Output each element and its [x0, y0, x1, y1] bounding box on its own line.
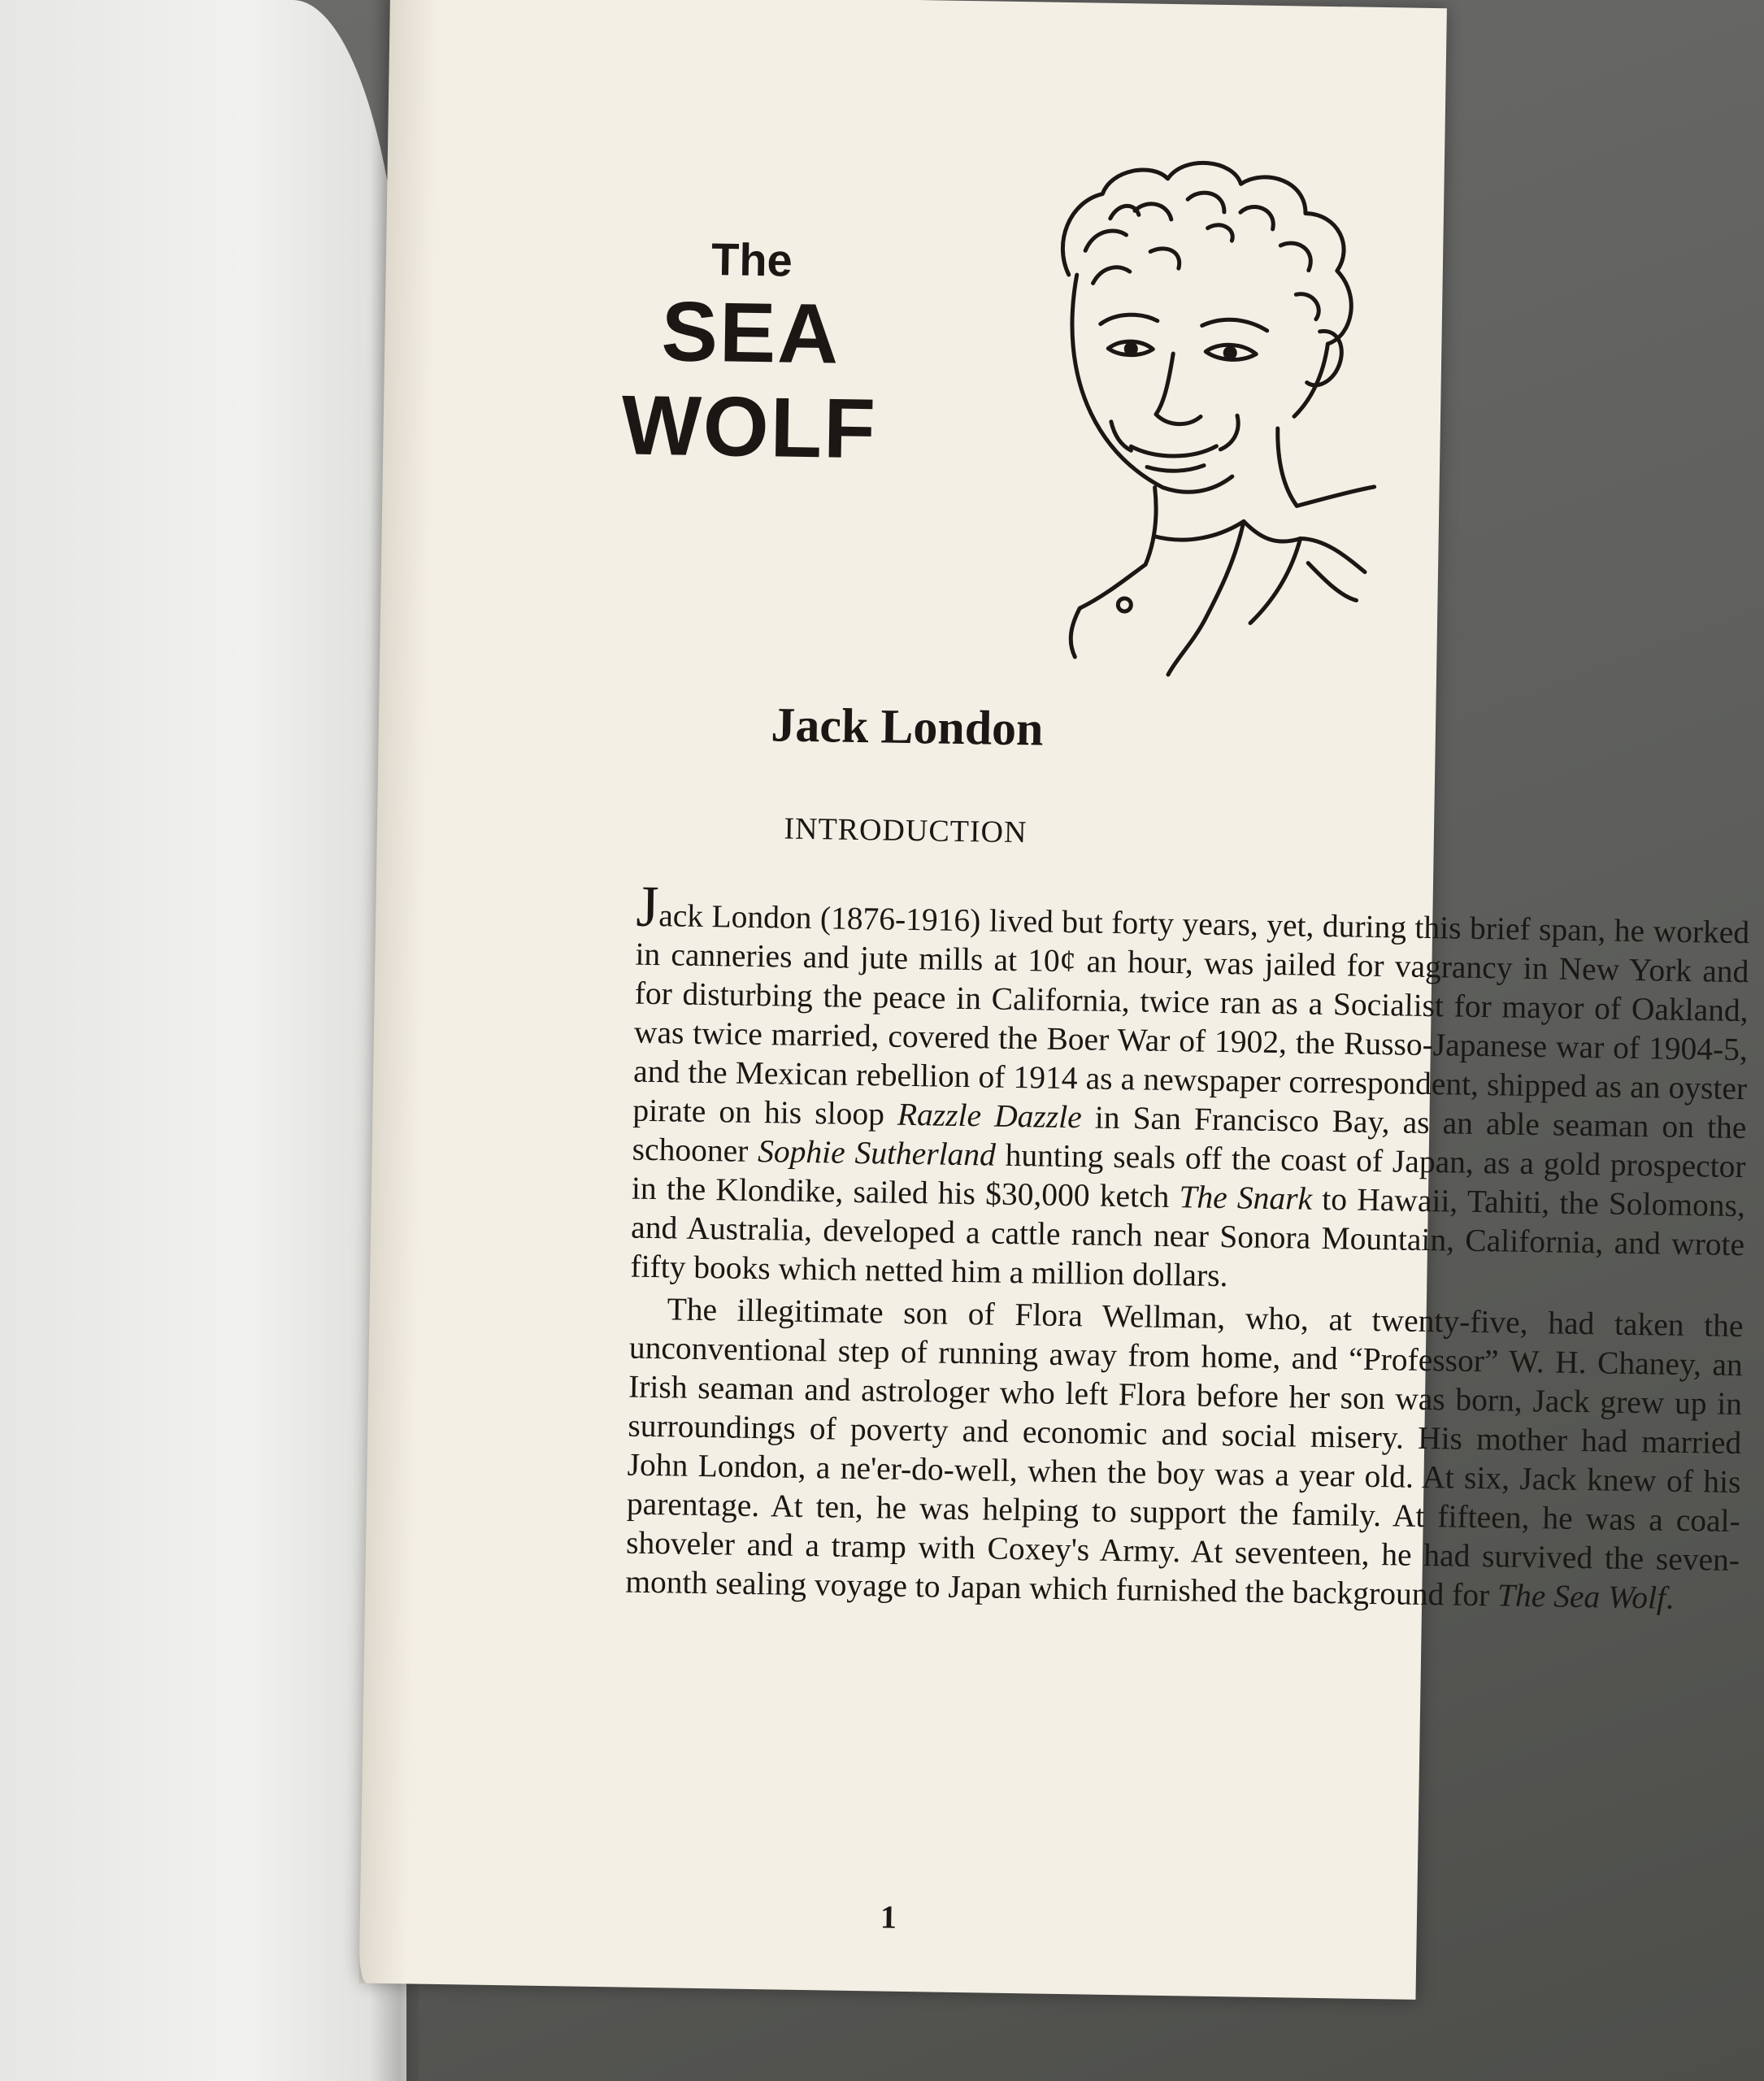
- paragraph: [630, 873, 1750, 1303]
- text-run: in San Francisco Bay, as an able seaman on the schooner: [632, 1099, 1747, 1170]
- portrait-sketch-icon: [1030, 152, 1388, 678]
- italic-title: The Sea Wolf: [1497, 1577, 1666, 1616]
- title-article: The: [710, 233, 793, 286]
- italic-title: The Snark: [1179, 1179, 1313, 1217]
- section-heading: INTRODUCTION: [784, 811, 1028, 850]
- italic-title: Razzle Dazzle: [897, 1096, 1083, 1136]
- text-run: hunting seals off the coast of Japan, as a gold prospector in the Klondike, sailed his $30,000 ketch: [631, 1136, 1746, 1215]
- paragraph: [625, 1289, 1744, 1618]
- left-page: [0, 0, 406, 2081]
- drop-cap: J: [635, 873, 660, 940]
- text-run: ack London (1876-1916) lived but forty years, yet, during this brief span, he worked in canneries and jute mills at 10¢ an hour, was jailed for vagrancy in New York and for disturbing the peace in California, twice ran as a Socialist for mayor of Oakland, was twice married, covered the Boer War of 1902, the Russo-Japanese war of 1904-5, and the Mexican rebellion of 1914 as a newspaper correspondent, shipped as an oyster pirate on his sloop: [632, 897, 1750, 1132]
- title-line-1: SEA: [660, 285, 841, 382]
- introduction-text: [625, 873, 1750, 1618]
- book-title: [383, 228, 1119, 480]
- author-name: Jack London: [770, 697, 1045, 756]
- text-run: The illegitimate son of Flora Wellman, who, at twenty-five, had taken the unconventional step of running away from home, and “Professor” W. H. Chaney, an Irish seaman and astrologer who left Flora before her son was born, Jack grew up in surroundings of poverty and economic and social misery. His mother had married John London, a ne'er-do-well, when the boy was a year old. At six, Jack knew of his parentage. At ten, he was helping to support the family. At fifteen, he was a coal-shoveler and a tramp with Coxey's Army. At seventeen, he had survived the seven-month sealing voyage to Japan which furnished the background for: [625, 1291, 1744, 1614]
- title-line-2: WOLF: [620, 378, 878, 477]
- text-run: .: [1665, 1579, 1675, 1616]
- text-run: to Hawaii, Tahiti, the Solomons, and Australia, developed a cattle ranch near Sonora Mountain, California, and wrote fifty books which netted him a million dollars.: [630, 1180, 1746, 1294]
- italic-title: Sophie Sutherland: [757, 1133, 997, 1173]
- book-page: [359, 0, 1750, 2000]
- page-number: 1: [880, 1898, 897, 1935]
